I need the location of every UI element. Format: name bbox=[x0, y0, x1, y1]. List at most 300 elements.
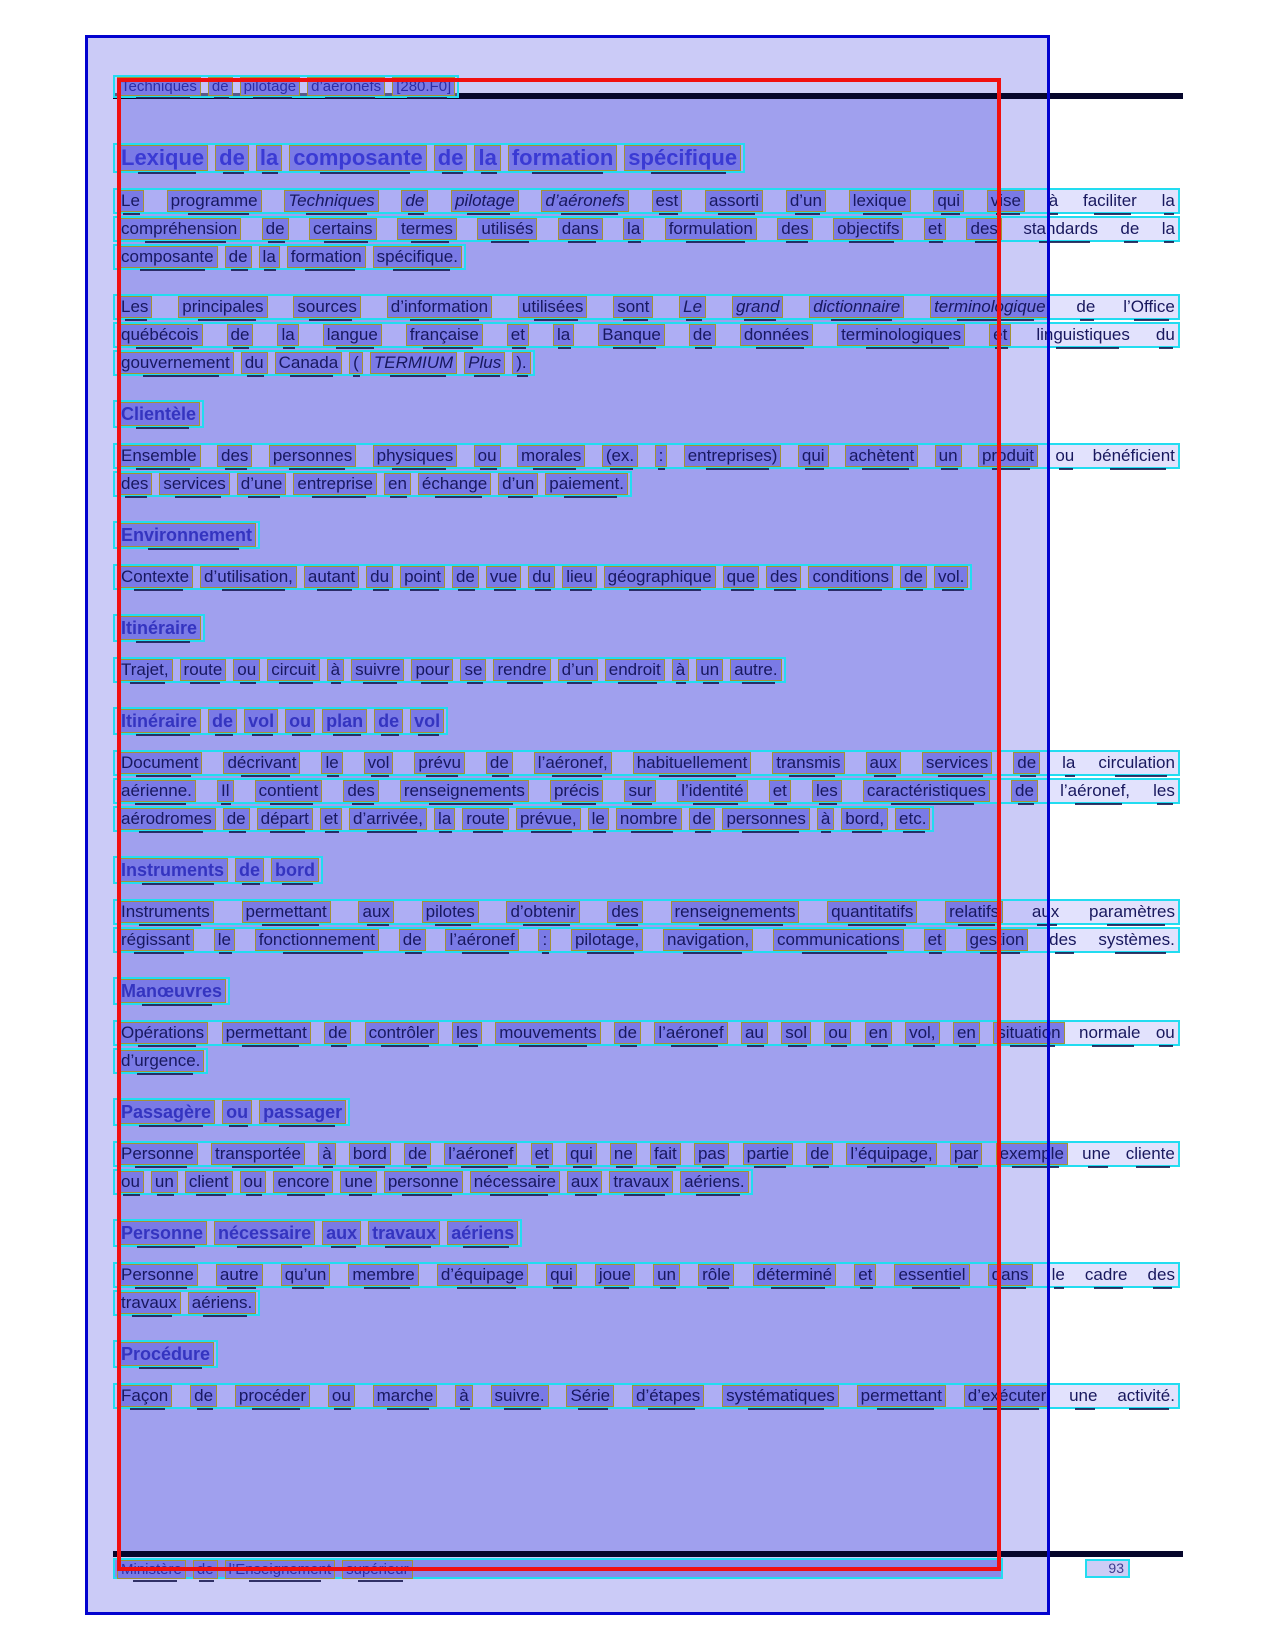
word-box: gestion bbox=[966, 929, 1029, 951]
word-box: transmis bbox=[772, 752, 844, 774]
word-plain: la bbox=[1062, 753, 1076, 772]
word-box: Procédure bbox=[117, 1342, 214, 1366]
running-footer-line-box bbox=[113, 1558, 1003, 1579]
word-box: de bbox=[1011, 780, 1038, 802]
word-box: dans bbox=[558, 218, 603, 240]
text-line-box bbox=[113, 471, 632, 497]
paragraph bbox=[113, 1262, 1180, 1316]
word-box: client bbox=[185, 1171, 233, 1193]
word-box: des bbox=[117, 473, 152, 495]
word-box: une bbox=[340, 1171, 376, 1193]
word-box: vol. bbox=[934, 566, 968, 588]
glossary-term-heading bbox=[113, 707, 448, 735]
text-line-box bbox=[113, 778, 1180, 804]
word-box: d’aéronefs bbox=[541, 190, 628, 212]
word-plain: bénéficient bbox=[1092, 446, 1175, 465]
word-box: d’obtenir bbox=[506, 901, 579, 923]
word-box: aux bbox=[358, 901, 393, 923]
word-box: par bbox=[950, 1143, 983, 1165]
word-box: grand bbox=[732, 296, 783, 318]
word-box: procéder bbox=[235, 1385, 310, 1407]
word-box: à bbox=[318, 1143, 335, 1165]
paragraph bbox=[113, 188, 1180, 270]
word-box: point bbox=[400, 566, 445, 588]
word-box: d’exécuter bbox=[964, 1385, 1050, 1407]
word-box: pilotage bbox=[240, 77, 301, 96]
word-box: Série bbox=[566, 1385, 614, 1407]
page-number: 93 bbox=[1085, 1559, 1130, 1578]
word-box: travaux bbox=[368, 1221, 440, 1245]
word-box: termes bbox=[397, 218, 457, 240]
word-plain: une bbox=[1082, 1144, 1111, 1163]
word-box: Lexique bbox=[117, 145, 208, 171]
text-line-box bbox=[113, 750, 1180, 776]
word-box: Itinéraire bbox=[117, 616, 201, 640]
word-box: Environnement bbox=[117, 523, 256, 547]
glossary-term-heading bbox=[113, 1219, 522, 1247]
word-box: prévue, bbox=[516, 808, 581, 830]
word-box: du bbox=[528, 566, 555, 588]
word-box: etc. bbox=[895, 808, 930, 830]
text-line-box bbox=[113, 1141, 1180, 1167]
word-box: un bbox=[653, 1264, 680, 1286]
word-box: de bbox=[614, 1022, 641, 1044]
word-box: : bbox=[655, 445, 668, 467]
paragraph bbox=[113, 294, 1180, 376]
footer-rule bbox=[113, 1551, 1183, 1557]
word-box: de bbox=[225, 246, 252, 268]
word-box: permettant bbox=[857, 1385, 946, 1407]
word-box: contient bbox=[255, 780, 323, 802]
word-box: paiement. bbox=[545, 473, 628, 495]
word-box: Façon bbox=[117, 1385, 172, 1407]
text-line-box bbox=[113, 294, 1180, 320]
word-box: nombre bbox=[616, 808, 682, 830]
document-title bbox=[113, 143, 745, 173]
word-box: l’aéronef bbox=[444, 1143, 517, 1165]
word-box: autre. bbox=[730, 659, 781, 681]
word-box: de bbox=[324, 1022, 351, 1044]
word-plain: faciliter bbox=[1082, 191, 1137, 210]
word-box: entreprises) bbox=[684, 445, 782, 467]
word-box: habituellement bbox=[633, 752, 752, 774]
word-box: la bbox=[474, 145, 500, 171]
word-box: la bbox=[256, 145, 282, 171]
word-box: et bbox=[924, 929, 946, 951]
word-box: spécifique bbox=[624, 145, 741, 171]
word-box: à bbox=[455, 1385, 472, 1407]
word-box: pilotes bbox=[422, 901, 479, 923]
word-box: et bbox=[924, 218, 946, 240]
word-box: l’équipage, bbox=[846, 1143, 936, 1165]
text-line-box bbox=[113, 1048, 208, 1074]
word-box: de bbox=[434, 145, 468, 171]
paragraph bbox=[113, 899, 1180, 953]
word-box: Banque bbox=[598, 324, 665, 346]
word-box: formation bbox=[287, 246, 366, 268]
word-box: sources bbox=[293, 296, 361, 318]
word-box: mouvements bbox=[495, 1022, 600, 1044]
word-box: à bbox=[817, 808, 834, 830]
word-box: prévu bbox=[414, 752, 465, 774]
word-box: du bbox=[366, 566, 393, 588]
word-box: un bbox=[696, 659, 723, 681]
word-box: composante bbox=[289, 145, 427, 171]
word-box: le bbox=[588, 808, 609, 830]
glossary-term-heading bbox=[113, 614, 205, 642]
paragraph bbox=[113, 443, 1180, 497]
word-box: entreprise bbox=[293, 473, 377, 495]
word-box: formation bbox=[508, 145, 617, 171]
word-box: travaux bbox=[609, 1171, 673, 1193]
word-box: Clientèle bbox=[117, 402, 200, 426]
word-box: systématiques bbox=[722, 1385, 839, 1407]
word-box: membre bbox=[348, 1264, 418, 1286]
word-box: dans bbox=[988, 1264, 1033, 1286]
word-box: de bbox=[1013, 752, 1040, 774]
text-line-box bbox=[113, 244, 466, 270]
word-box: le bbox=[321, 752, 342, 774]
word-box: des bbox=[343, 780, 378, 802]
word-box: géographique bbox=[604, 566, 716, 588]
word-box: TERMIUM bbox=[370, 352, 457, 374]
word-plain: activité. bbox=[1117, 1386, 1175, 1405]
word-box: principales bbox=[178, 296, 267, 318]
word-box: des bbox=[766, 566, 801, 588]
word-box: aérodromes bbox=[117, 808, 216, 830]
word-box: Le bbox=[117, 190, 144, 212]
word-box: Itinéraire bbox=[117, 709, 201, 733]
word-plain: ou bbox=[1155, 1023, 1175, 1042]
word-plain: une bbox=[1069, 1386, 1098, 1405]
text-line-box bbox=[113, 1169, 753, 1195]
word-box: terminologique bbox=[930, 296, 1050, 318]
word-box: circuit bbox=[267, 659, 319, 681]
word-box: ). bbox=[512, 352, 530, 374]
word-box: route bbox=[462, 808, 509, 830]
word-box: des bbox=[966, 218, 1001, 240]
word-box: de bbox=[190, 1385, 217, 1407]
word-box: en bbox=[384, 473, 411, 495]
word-box: Passagère bbox=[117, 1100, 215, 1124]
word-box: et bbox=[769, 780, 791, 802]
word-box: aux bbox=[866, 752, 901, 774]
word-box: aériens. bbox=[188, 1292, 256, 1314]
word-box: Document bbox=[117, 752, 202, 774]
word-box: situation bbox=[993, 1022, 1064, 1044]
word-box: Ensemble bbox=[117, 445, 201, 467]
word-box: passager bbox=[259, 1100, 346, 1124]
glossary-term-heading bbox=[113, 1340, 218, 1368]
word-plain: cadre bbox=[1084, 1265, 1128, 1284]
word-box: des bbox=[777, 218, 812, 240]
word-plain: normale bbox=[1079, 1023, 1141, 1042]
word-box: les bbox=[812, 780, 842, 802]
word-box: et bbox=[320, 808, 342, 830]
text-line-box bbox=[113, 1383, 1180, 1409]
word-box: plan bbox=[322, 709, 367, 733]
word-box: partie bbox=[743, 1143, 794, 1165]
word-box: permettant bbox=[222, 1022, 311, 1044]
word-box: personnes bbox=[722, 808, 809, 830]
word-box: Personne bbox=[117, 1143, 198, 1165]
word-box: certains bbox=[309, 218, 377, 240]
word-box: Manœuvres bbox=[117, 979, 226, 1003]
word-box: spécifique. bbox=[373, 246, 462, 268]
word-box: départ bbox=[257, 808, 313, 830]
word-box: Techniques bbox=[284, 190, 378, 212]
word-box: compréhension bbox=[117, 218, 241, 240]
word-box: de bbox=[193, 1560, 218, 1579]
word-box: pilotage, bbox=[571, 929, 643, 951]
word-box: langue bbox=[323, 324, 382, 346]
text-line-box bbox=[113, 350, 535, 376]
text-line-box bbox=[113, 1020, 1180, 1046]
word-box: formulation bbox=[665, 218, 757, 240]
word-box: bord bbox=[271, 858, 319, 882]
word-box: suivre. bbox=[491, 1385, 549, 1407]
word-box: Opérations bbox=[117, 1022, 208, 1044]
word-box: pilotage bbox=[451, 190, 519, 212]
word-box: communications bbox=[773, 929, 904, 951]
text-line-box bbox=[113, 564, 972, 590]
word-box: et bbox=[531, 1143, 553, 1165]
word-box: régissant bbox=[117, 929, 194, 951]
word-box: essentiel bbox=[894, 1264, 969, 1286]
word-box: autre bbox=[216, 1264, 263, 1286]
word-box: de bbox=[399, 929, 426, 951]
word-plain: standards bbox=[1023, 219, 1098, 238]
word-box: vol bbox=[244, 709, 278, 733]
word-box: Trajet, bbox=[117, 659, 173, 681]
word-box: de bbox=[227, 324, 254, 346]
word-box: rôle bbox=[698, 1264, 734, 1286]
word-box: marche bbox=[373, 1385, 438, 1407]
word-box: au bbox=[741, 1022, 768, 1044]
word-box: les bbox=[452, 1022, 482, 1044]
word-box: aux bbox=[567, 1171, 602, 1193]
word-box: Personne bbox=[117, 1221, 207, 1245]
word-box: personne bbox=[384, 1171, 463, 1193]
word-box: caractéristiques bbox=[863, 780, 990, 802]
word-box: utilisés bbox=[477, 218, 537, 240]
word-plain: systèmes. bbox=[1098, 930, 1175, 949]
word-box: l’aéronef, bbox=[534, 752, 612, 774]
word-box: de bbox=[401, 190, 428, 212]
word-box: d’un bbox=[558, 659, 598, 681]
word-box: de bbox=[404, 1143, 431, 1165]
word-box: bord, bbox=[841, 808, 888, 830]
word-box: vol bbox=[410, 709, 444, 733]
word-box: de bbox=[806, 1143, 833, 1165]
word-box: Contexte bbox=[117, 566, 193, 588]
word-box: objectifs bbox=[833, 218, 903, 240]
word-box: Techniques bbox=[117, 77, 201, 96]
word-plain: les bbox=[1153, 781, 1175, 800]
glossary-term-heading bbox=[113, 1098, 350, 1126]
word-box: qui bbox=[798, 445, 829, 467]
word-plain: de bbox=[1076, 297, 1096, 316]
word-box: la bbox=[259, 246, 280, 268]
word-box: assorti bbox=[705, 190, 763, 212]
word-box: précis bbox=[550, 780, 603, 802]
paragraph bbox=[113, 657, 1180, 683]
word-box: sur bbox=[624, 780, 656, 802]
word-box: Personne bbox=[117, 1264, 198, 1286]
word-box: Il bbox=[217, 780, 234, 802]
word-box: [280.F0] bbox=[392, 77, 455, 96]
text-line-box bbox=[113, 322, 1180, 348]
word-box: ou bbox=[233, 659, 260, 681]
word-box: suivre bbox=[351, 659, 404, 681]
word-box: en bbox=[953, 1022, 980, 1044]
word-box: et bbox=[989, 324, 1011, 346]
word-box: l’Enseignement bbox=[225, 1560, 336, 1579]
word-box: l’aéronef bbox=[445, 929, 518, 951]
word-box: exemple bbox=[996, 1143, 1068, 1165]
word-box: Les bbox=[117, 296, 152, 318]
word-box: l’aéronef bbox=[654, 1022, 727, 1044]
word-box: à bbox=[327, 659, 344, 681]
word-box: qui bbox=[933, 190, 964, 212]
word-box: Le bbox=[679, 296, 706, 318]
word-box: vise bbox=[987, 190, 1025, 212]
word-box: de bbox=[452, 566, 479, 588]
word-plain: des bbox=[1049, 930, 1077, 949]
word-box: aérienne. bbox=[117, 780, 196, 802]
word-box: d’utilisation, bbox=[200, 566, 297, 588]
word-plain: de bbox=[1120, 219, 1140, 238]
word-box: échange bbox=[418, 473, 491, 495]
word-box: d’information bbox=[387, 296, 492, 318]
word-box: et bbox=[854, 1264, 876, 1286]
word-box: aériens. bbox=[680, 1171, 748, 1193]
word-box: sont bbox=[613, 296, 653, 318]
word-box: ou bbox=[240, 1171, 267, 1193]
text-line-box bbox=[113, 188, 1180, 214]
word-box: physiques bbox=[373, 445, 458, 467]
text-line-box bbox=[113, 806, 934, 832]
word-plain: la bbox=[1161, 191, 1175, 210]
word-box: d’un bbox=[498, 473, 538, 495]
word-box: d’étapes bbox=[632, 1385, 704, 1407]
word-box: lieu bbox=[562, 566, 596, 588]
word-box: se bbox=[460, 659, 486, 681]
word-box: fonctionnement bbox=[255, 929, 379, 951]
text-line-box bbox=[113, 216, 1180, 242]
word-box: de bbox=[215, 145, 249, 171]
word-box: Plus bbox=[464, 352, 505, 374]
word-box: joue bbox=[595, 1264, 635, 1286]
word-box: conditions bbox=[808, 566, 893, 588]
word-box: d’équipage bbox=[437, 1264, 528, 1286]
word-box: Instruments bbox=[117, 901, 214, 923]
word-box: services bbox=[922, 752, 992, 774]
word-box: (ex. bbox=[602, 445, 638, 467]
word-box: la bbox=[553, 324, 574, 346]
word-box: pour bbox=[411, 659, 453, 681]
word-box: de bbox=[374, 709, 403, 733]
word-plain: circulation bbox=[1098, 753, 1175, 772]
word-box: du bbox=[241, 352, 268, 374]
word-box: des bbox=[217, 445, 252, 467]
word-box: contrôler bbox=[365, 1022, 439, 1044]
word-box: de bbox=[689, 808, 716, 830]
word-box: l’identité bbox=[677, 780, 747, 802]
paragraph bbox=[113, 1020, 1180, 1074]
word-box: qui bbox=[566, 1143, 597, 1165]
word-box: et bbox=[507, 324, 529, 346]
word-box: le bbox=[214, 929, 235, 951]
word-box: à bbox=[672, 659, 689, 681]
word-plain: aux bbox=[1031, 902, 1060, 921]
word-box: rendre bbox=[493, 659, 550, 681]
word-box: qu’un bbox=[281, 1264, 331, 1286]
word-box: des bbox=[607, 901, 642, 923]
word-plain: cliente bbox=[1125, 1144, 1175, 1163]
word-box: relatifs bbox=[945, 901, 1003, 923]
word-box: un bbox=[151, 1171, 178, 1193]
word-box: de bbox=[223, 808, 250, 830]
glossary-term-heading bbox=[113, 856, 323, 884]
word-box: de bbox=[235, 858, 264, 882]
word-box: dictionnaire bbox=[809, 296, 904, 318]
word-box: Canada bbox=[275, 352, 343, 374]
text-line-box bbox=[113, 1262, 1180, 1288]
word-plain: paramètres bbox=[1089, 902, 1175, 921]
word-box: québécois bbox=[117, 324, 203, 346]
word-box: que bbox=[723, 566, 759, 588]
word-box: vol bbox=[364, 752, 394, 774]
word-box: données bbox=[740, 324, 813, 346]
word-box: aériens bbox=[447, 1221, 518, 1245]
word-box: d’une bbox=[237, 473, 287, 495]
word-box: en bbox=[865, 1022, 892, 1044]
word-box: morales bbox=[517, 445, 585, 467]
word-plain: des bbox=[1147, 1265, 1175, 1284]
word-box: sol bbox=[781, 1022, 811, 1044]
word-box: renseignements bbox=[400, 780, 529, 802]
word-box: gouvernement bbox=[117, 352, 234, 374]
word-box: de bbox=[208, 709, 237, 733]
word-box: d’aéronefs bbox=[307, 77, 385, 96]
word-box: produit bbox=[978, 445, 1038, 467]
word-box: Instruments bbox=[117, 858, 228, 882]
text-line-box bbox=[113, 1290, 260, 1316]
word-box: vol, bbox=[905, 1022, 939, 1044]
word-plain: linguistiques bbox=[1036, 325, 1130, 344]
word-box: achètent bbox=[845, 445, 918, 467]
word-box: personnes bbox=[269, 445, 356, 467]
running-header-line-box bbox=[113, 75, 459, 98]
word-box: programme bbox=[167, 190, 262, 212]
word-box: transportée bbox=[211, 1143, 305, 1165]
word-box: services bbox=[159, 473, 229, 495]
word-box: autant bbox=[304, 566, 359, 588]
word-box: ou bbox=[117, 1171, 144, 1193]
word-box: nécessaire bbox=[470, 1171, 560, 1193]
paragraph bbox=[113, 1141, 1180, 1195]
word-box: ou bbox=[285, 709, 315, 733]
word-plain: la bbox=[1161, 219, 1175, 238]
word-box: lexique bbox=[849, 190, 911, 212]
word-box: déterminé bbox=[753, 1264, 837, 1286]
word-box: de bbox=[900, 566, 927, 588]
word-box: la bbox=[623, 218, 644, 240]
glossary-term-heading bbox=[113, 977, 230, 1005]
paragraph bbox=[113, 750, 1180, 832]
glossary-term-heading bbox=[113, 400, 204, 428]
